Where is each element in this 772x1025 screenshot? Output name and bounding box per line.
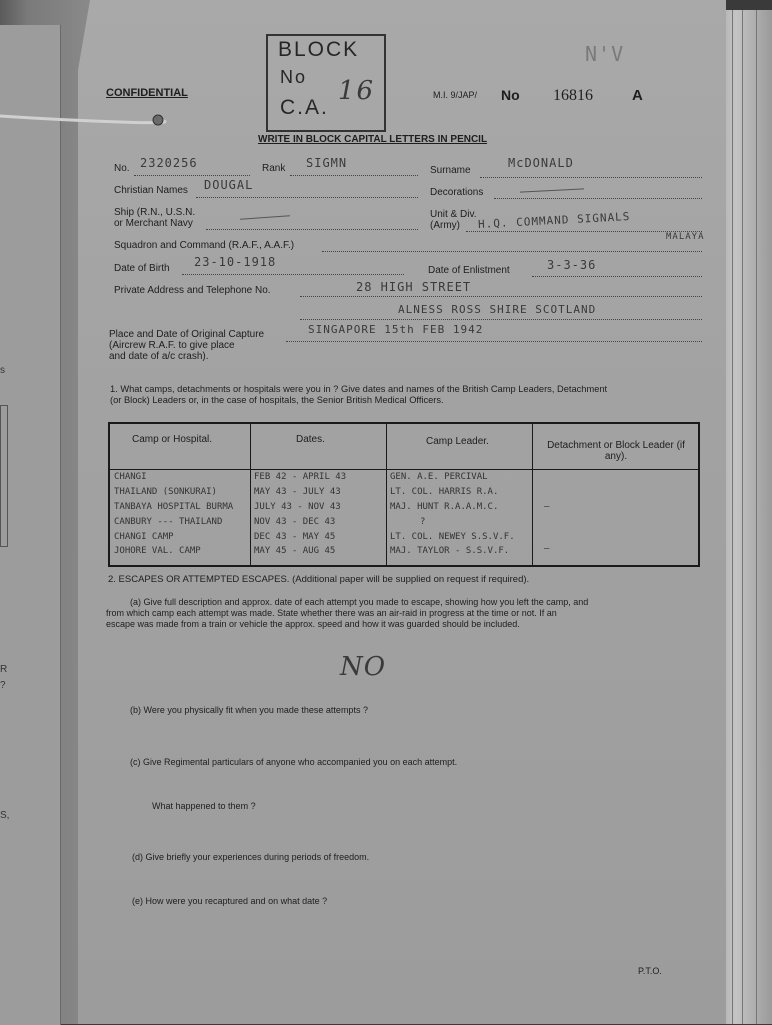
table-cell: MAY 43 - JULY 43 [254, 487, 341, 497]
table-cell: CANBURY --- THAILAND [114, 517, 223, 527]
margin-mark: ? [0, 680, 6, 691]
classification-label: CONFIDENTIAL [106, 87, 188, 99]
ship-label: Ship (R.N., U.S.N. [114, 207, 196, 218]
pto-label: P.T.O. [638, 966, 662, 976]
table-cell: ? [420, 517, 426, 527]
dob-value: 23-10-1918 [194, 255, 277, 269]
margin-mark: S, [0, 810, 10, 821]
question-2b-text: (b) Were you physically fit when you made these attempts ? [130, 705, 368, 715]
tag-string [0, 112, 170, 126]
unit-label-2: (Army) [430, 220, 460, 231]
corner-annotation: N'V [585, 42, 625, 66]
unit-value-2: MALAYA [666, 232, 705, 242]
enlistment-label: Date of Enlistment [428, 265, 510, 276]
question-2c-followup: What happened to them ? [152, 801, 256, 811]
stamp-line-ca: C.A. [280, 96, 329, 119]
number-label: No [501, 87, 520, 103]
stamp-handwritten-number: 16 [338, 76, 376, 106]
address-value-1: 28 HIGH STREET [356, 280, 472, 294]
table-cell: LT. COL. NEWEY S.S.V.F. [390, 532, 515, 542]
capture-label-3: and date of a/c crash). [109, 351, 209, 362]
capture-value: SINGAPORE 15th FEB 1942 [308, 323, 484, 336]
unit-value: H.Q. COMMAND SIGNALS [477, 210, 631, 231]
block-stamp [266, 34, 386, 132]
document-suffix: A [632, 87, 643, 104]
table-cell: GEN. A.E. PERCIVAL [390, 472, 488, 482]
table-cell: MAJ. HUNT R.A.A.M.C. [390, 502, 499, 512]
table-cell: MAJ. TAYLOR - S.S.V.F. [390, 546, 510, 556]
question-1-text: 1. What camps, detachments or hospitals were you in ? Give dates and names of the British Camp Leaders, Detachment [110, 384, 608, 394]
camp-table [108, 422, 700, 567]
capture-label: Place and Date of Original Capture [109, 329, 265, 340]
rank-label: Rank [262, 163, 286, 174]
margin-mark: s [0, 365, 5, 376]
table-cell: TANBAYA HOSPITAL BURMA [114, 502, 234, 512]
christian-names-value: DOUGAL [204, 178, 254, 192]
question-2a-text: (a) Give full description and approx. date of each attempt you made to escape, showing how you left the camp, and [130, 597, 589, 607]
table-cell: LT. COL. HARRIS R.A. [390, 487, 499, 497]
question-2e-text: (e) How were you recaptured and on what date ? [132, 896, 328, 906]
table-cell: MAY 45 - AUG 45 [254, 546, 336, 556]
question-2a-text-2: from which camp each attempt was made. State whether there was an air-raid in progress at the time or not. If an [106, 608, 557, 618]
question-1-text-2: (or Block) Leaders or, in the case of hospitals, the Senior British Medical Officers. [110, 395, 444, 405]
table-cell: CHANGI [114, 472, 147, 482]
service-number-value: 2320256 [140, 156, 198, 170]
question-2a-answer: NO [340, 652, 387, 682]
surname-label: Surname [430, 165, 471, 176]
question-2a-text-3: escape was made from a train or vehicle the approx. speed and how it was guarded should be included. [106, 619, 520, 629]
question-2-heading: 2. ESCAPES OR ATTEMPTED ESCAPES. (Additional paper will be supplied on request if required). [108, 574, 530, 585]
unit-label: Unit & Div. [430, 209, 477, 220]
question-2d-text: (d) Give briefly your experiences during periods of freedom. [132, 852, 370, 862]
address-value-2: ALNESS ROSS SHIRE SCOTLAND [398, 303, 597, 316]
table-header-dates: Dates. [296, 434, 325, 445]
table-cell: THAILAND (SONKURAI) [114, 487, 217, 497]
capture-label-2: (Aircrew R.A.F. to give place [109, 340, 235, 351]
rank-value: SIGMN [306, 156, 348, 170]
table-cell: CHANGI CAMP [114, 532, 174, 542]
christian-names-label: Christian Names [114, 185, 188, 196]
table-cell: JULY 43 - NOV 43 [254, 502, 341, 512]
decorations-label: Decorations [430, 187, 484, 198]
table-cell: NOV 43 - DEC 43 [254, 517, 336, 527]
ship-label-2: or Merchant Navy [114, 218, 193, 229]
stamp-line-block: BLOCK [278, 38, 360, 61]
question-2c-text: (c) Give Regimental particulars of anyone who accompanied you on each attempt. [130, 757, 458, 767]
table-header-detachment: Detachment or Block Leader (if any). [547, 440, 685, 462]
surname-value: McDONALD [508, 156, 574, 170]
table-cell: — [544, 502, 550, 512]
table-cell: JOHORE VAL. CAMP [114, 546, 201, 556]
instruction-heading: WRITE IN BLOCK CAPITAL LETTERS IN PENCIL [258, 134, 488, 145]
left-margin-frame [0, 405, 8, 547]
table-cell: DEC 43 - MAY 45 [254, 532, 336, 542]
enlistment-value: 3-3-36 [547, 258, 597, 272]
stamp-line-no: No [280, 67, 308, 87]
margin-mark: R [0, 664, 8, 675]
address-label: Private Address and Telephone No. [114, 285, 271, 296]
table-header-camp: Camp or Hospital. [132, 434, 213, 445]
left-underlying-sheet [0, 25, 61, 1025]
squadron-label: Squadron and Command (R.A.F., A.A.F.) [114, 240, 295, 251]
table-cell: FEB 42 - APRIL 43 [254, 472, 347, 482]
form-code: M.I. 9/JAP/ [433, 90, 478, 100]
table-header-leader: Camp Leader. [426, 436, 489, 447]
no-label: No. [114, 163, 130, 174]
document-number: 16816 [553, 87, 593, 104]
table-cell: — [544, 544, 550, 554]
dob-label: Date of Birth [114, 263, 170, 274]
